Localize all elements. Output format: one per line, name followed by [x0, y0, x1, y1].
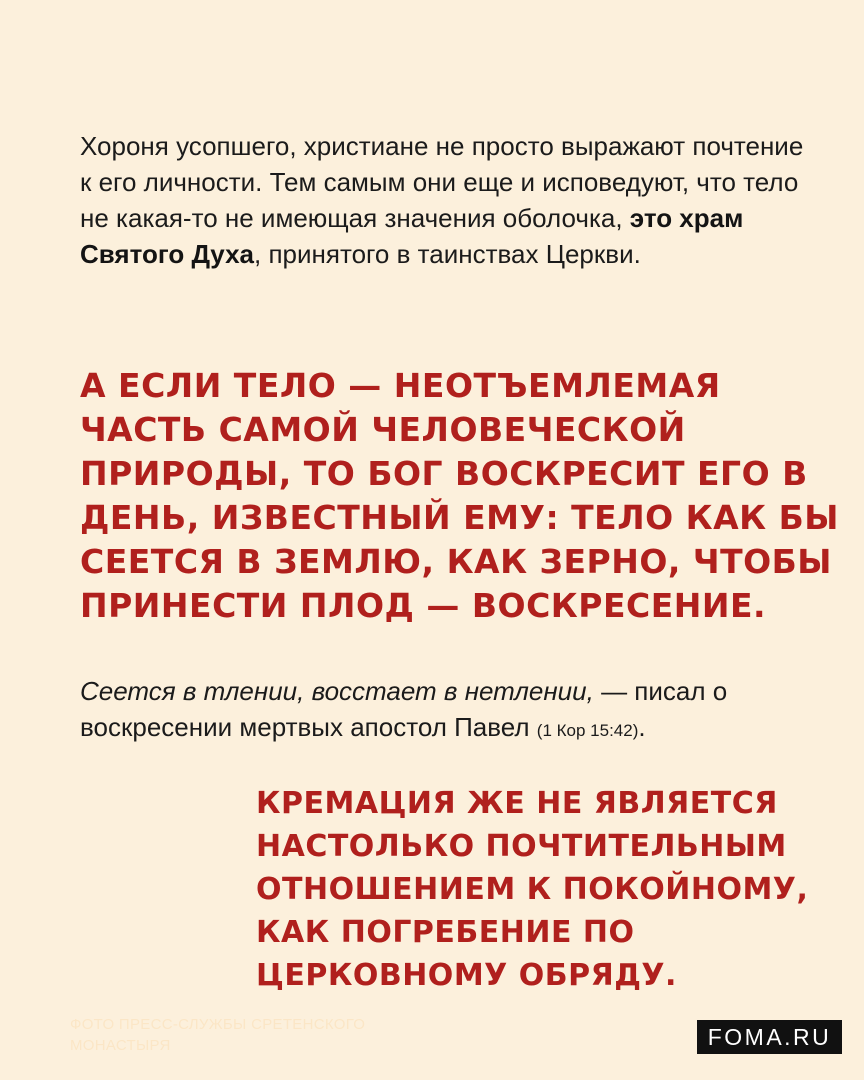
- intro-text-start: Хороня усопшего, христиане не просто выражают почтение к его личности. Тем самым они еще и исповедуют, что тело не какая-то не имеющая значения оболочка,: [80, 131, 804, 233]
- photo-credit: ФОТО ПРЕСС-СЛУЖБЫ СРЕТЕНСКОГО МОНАСТЫРЯ: [70, 1016, 366, 1054]
- headline-cremation: КРЕМАЦИЯ ЖЕ НЕ ЯВЛЯЕТСЯ НАСТОЛЬКО ПОЧТИТЕЛЬНЫМ ОТНОШЕНИЕМ К ПОКОЙНОМУ, КАК ПОГРЕБЕНИЕ ПО ЦЕРКОВНОМУ ОБРЯДУ.: [256, 786, 809, 993]
- foma-logo[interactable]: FOMA.RU: [697, 1020, 842, 1054]
- apostle-paul-quote: [80, 673, 820, 749]
- headline-resurrection: А ЕСЛИ ТЕЛО — НЕОТЪЕМЛЕМАЯ ЧАСТЬ САМОЙ ЧЕЛОВЕЧЕСКОЙ ПРИРОДЫ, ТО БОГ ВОСКРЕСИТ ЕГО В ДЕНЬ, ИЗВЕСТНЫЙ ЕМУ: ТЕЛО КАК БЫ СЕЕТСЯ В ЗЕМЛЮ, КАК ЗЕРНО, ЧТОБЫ ПРИНЕСТИ ПЛОД — ВОСКРЕСЕНИЕ.: [80, 366, 839, 625]
- quote-italic: Сеется в тлении, восстает в нетлении,: [80, 676, 594, 706]
- intro-paragraph: [80, 128, 820, 272]
- quote-end: .: [638, 712, 646, 742]
- intro-bold-phrase: это храм Святого Духа: [80, 203, 744, 269]
- bible-reference: (1 Кор 15:42): [536, 721, 639, 740]
- quote-attribution: — писал о воскресении мертвых апостол Павел: [80, 676, 728, 742]
- intro-text-end: , принятого в таинствах Церкви.: [254, 239, 641, 269]
